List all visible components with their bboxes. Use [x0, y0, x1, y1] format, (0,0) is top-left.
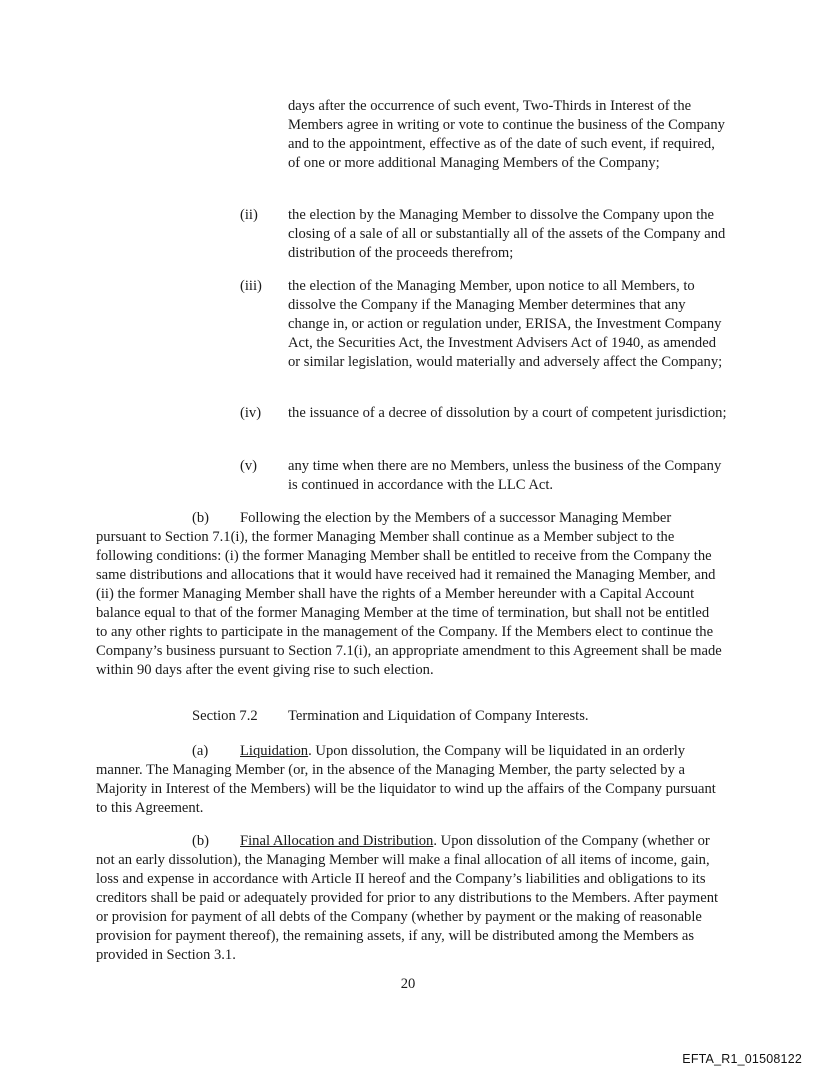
item-text: the election of the Managing Member, upon notice to all Members, to dissolve the Company if the Managing Member determines that any change in, or action or regulation under, ERISA, the Investment Company Act, the Securities Act, the Investment Advisers Act of 1940, as amended or similar legislation, would materially and adversely affect the Company; [288, 278, 723, 370]
paragraph-label: (b) [192, 510, 210, 526]
paragraph-final-allocation [96, 832, 722, 965]
list-item [240, 277, 740, 372]
list-item [240, 404, 740, 423]
document-id-stamp: EFTA_R1_01508122 [682, 1052, 802, 1066]
page-number: 20 [400, 976, 416, 992]
item-number: (iii) [240, 278, 262, 294]
continuation-paragraph: days after the occurrence of such event, Two-Thirds in Interest of the Members agree in writing or vote to continue the business of the Company and to the appointment, effective as of the date of such event, if required, of one or more additional Managing Members of the Company; [288, 98, 725, 171]
paragraph-heading: Liquidation [240, 743, 309, 759]
paragraph-text: . Upon dissolution of the Company (whether or not an early dissolution), the Managing Member will make a final allocation of all items of income, gain, loss and expense in accordance with Article II hereof and the Company’s liabilities and obligations to its creditors shall be paid or adequately provided for prior to any distributions to the Members. After payment or provision for payment of all debts of the Company (whether by payment or the making of reasonable provision for payment thereof), the remaining assets, if any, will be distributed among the Members as provided in Section 3.1. [96, 833, 719, 963]
section-number: Section 7.2 [192, 708, 258, 724]
item-text: any time when there are no Members, unless the business of the Company is continued in accordance with the LLC Act. [288, 458, 722, 493]
paragraph-label: (b) [192, 833, 210, 849]
paragraph-heading: Final Allocation and Distribution [240, 833, 434, 849]
list-item [240, 206, 740, 263]
item-text: the issuance of a decree of dissolution by a court of competent jurisdiction; [288, 405, 727, 421]
list-item [240, 457, 740, 495]
item-number: (ii) [240, 207, 258, 223]
paragraph-b [96, 509, 722, 680]
paragraph-liquidation [96, 742, 722, 818]
paragraph-text: Following the election by the Members of a successor Managing Member pursuant to Section 7.1(i), the former Managing Member shall continue as a Member subject to the following conditions: (i) the former Managing Member shall be entitled to receive from the Company the same distributions and allocations that it would have received had it remained the Managing Member, and (ii) the former Managing Member shall have the rights of a Member hereunder with a Capital Account balance equal to that of the former Managing Member at the time of termination, but shall not be entitled to any other rights to participate in the management of the Company. If the Members elect to continue the Company’s business pursuant to Section 7.1(i), an appropriate amendment to this Agreement shall be made within 90 days after the event giving rise to such election. [96, 510, 722, 678]
paragraph-text: . Upon dissolution, the Company will be liquidated in an orderly manner. The Managing Member (or, in the absence of the Managing Member, the party selected by a Majority in Interest of the Members) will be the liquidator to wind up the affairs of the Company pursuant to this Agreement. [96, 743, 716, 816]
paragraph-label: (a) [192, 743, 209, 759]
item-number: (iv) [240, 405, 262, 421]
item-text: the election by the Managing Member to dissolve the Company upon the closing of a sale of all or substantially all of the assets of the Company and distribution of the proceeds therefrom; [288, 207, 726, 261]
section-heading [192, 707, 589, 726]
section-title: Termination and Liquidation of Company Interests. [288, 708, 589, 724]
item-number: (v) [240, 458, 258, 474]
